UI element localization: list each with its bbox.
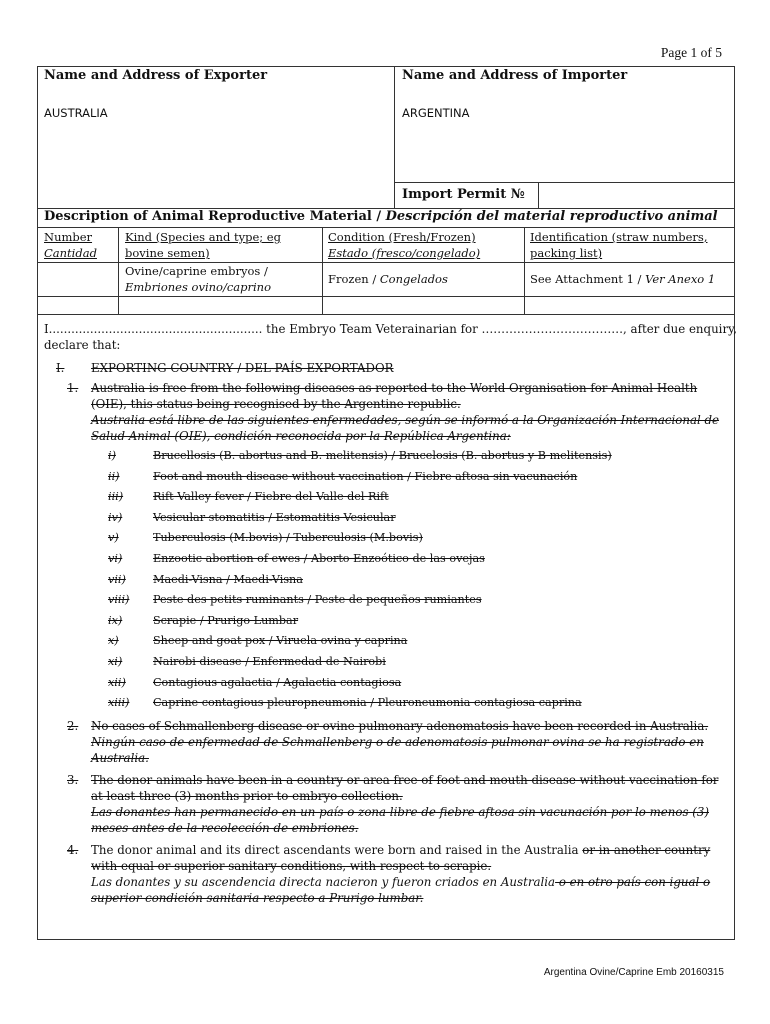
item4-en-line2: with equal or superior sanitary conditions, with respect to scrapie. xyxy=(91,859,492,873)
col-identification-line1: Identification (straw numbers, xyxy=(530,230,708,244)
item3-es-line2: meses antes de la recolección de embriones. xyxy=(91,821,359,835)
divider xyxy=(118,227,119,314)
item2-es-line1: Ningún caso de enfermedad de Schmallenberg o de adenomatosis pulmonar ovina se ha registrado en xyxy=(91,735,704,749)
divider xyxy=(38,227,735,228)
row1-kind-es: Embriones ovino/caprino xyxy=(125,280,271,294)
divider xyxy=(38,296,735,297)
declaration-line2: declare that: xyxy=(44,338,121,352)
item4-number: 4. xyxy=(67,843,79,857)
col-kind-line1: Kind (Species and type; eg xyxy=(125,230,281,244)
footer-reference: Argentina Ovine/Caprine Emb 20160315 xyxy=(543,967,724,978)
divider xyxy=(394,67,395,208)
description-heading: Description of Animal Reproductive Material / Descripción del material reproductivo animal xyxy=(44,209,718,224)
col-condition-es: Estado (fresco/congelado) xyxy=(328,246,481,260)
col-kind-line2: bovine semen) xyxy=(125,246,210,260)
exporter-label: Name and Address of Exporter xyxy=(44,68,268,83)
declaration-line1: I......................................................... the Embryo Team Veterainarian for ………………………………, after due enquiry, xyxy=(44,322,737,336)
item1-es-line2: Salud Animal (OIE), condición reconocida por la República Argentina: xyxy=(91,429,511,443)
item4-es-line1: Las donantes y su ascendencia directa nacieron y fueron criados en Australia o en otro país con igual o xyxy=(91,875,711,889)
divider xyxy=(38,314,735,315)
section-title: EXPORTING COUNTRY / DEL PAÍS EXPORTADOR xyxy=(91,361,394,375)
item4-es-line2: superior condición sanitaria respecto a Prurigo lumbar. xyxy=(91,891,424,905)
item2-number: 2. xyxy=(67,719,79,733)
item1-es-line1: Australia está libre de las siguientes enfermedades, según se informó a la Organización Internacional de xyxy=(91,413,720,427)
divider xyxy=(394,182,735,183)
item3-en-line2: at least three (3) months prior to embryo collection. xyxy=(91,789,403,803)
importer-label: Name and Address of Importer xyxy=(402,68,628,83)
disease-list: i) Brucellosis (B. abortus and B. melitensis) / Brucelosis (B. abortus y B melitensis) ii) Foot and mouth disease without vaccination / Fiebre aftosa sin vacunación iii) Rift Valley fever / Fiebre del Valle del Rift iv) Vesicular stomatitis / Estomatitis Vesicular v) Tuberculosis (M.bovis) / Tuberculosis (M.bovis) vi) Enzootic abortion of ewes / Aborto Enzoótico de las ovejas vii) Maedi-Visna / Maedi-Visna viii) Peste des petits ruminants / Peste de pequeños rumiantes ix) Scrapie / Prurigo Lumbar x) Sheep and goat pox / Viruela ovina y caprina xi) Nairobi disease / Enfermedad de Nairobi xii) Contagious agalactia / Agalactia contagiosa xiii) Caprine contagious pleuropneumonia / Pleuroneumonia contagiosa caprina xyxy=(108,449,612,709)
divider xyxy=(38,262,735,263)
item4-en-line1: The donor animal and its direct ascendants were born and raised in the Australia or in another country xyxy=(91,843,711,857)
col-number-en: Number xyxy=(44,230,93,244)
col-number-es: Cantidad xyxy=(44,246,97,260)
item3-en-line1: The donor animals have been in a country or area free of foot and mouth disease without vaccination for xyxy=(91,773,719,787)
item3-es-line1: Las donantes han permanecido en un país o zona libre de fiebre aftosa sin vacunación por lo menos (3) xyxy=(91,805,709,819)
col-condition-en: Condition (Fresh/Frozen) xyxy=(328,230,476,244)
row1-condition: Frozen / Congelados xyxy=(328,272,448,286)
divider xyxy=(538,182,539,208)
import-permit-label: Import Permit № xyxy=(402,187,525,202)
item3-number: 3. xyxy=(67,773,79,787)
col-identification-line2: packing list) xyxy=(530,246,603,260)
section-roman: I. xyxy=(56,361,65,375)
certificate-frame xyxy=(37,66,735,940)
divider xyxy=(322,227,323,314)
item2-en: No cases of Schmallenberg disease or ovine pulmonary adenomatosis have been recorded in Australia. xyxy=(91,719,709,733)
row1-identification: See Attachment 1 / Ver Anexo 1 xyxy=(530,272,716,286)
item2-es-line2: Australia. xyxy=(91,751,149,765)
item1-en-line1: Australia is free from the following diseases as reported to the World Organisation for Animal Health xyxy=(91,381,698,395)
importer-value: ARGENTINA xyxy=(402,106,470,120)
item1-en-line2: (OIE), this status being recognised by the Argentine republic. xyxy=(91,397,461,411)
divider xyxy=(524,227,525,314)
exporter-value: AUSTRALIA xyxy=(44,106,108,120)
row1-kind: Ovine/caprine embryos / xyxy=(125,264,268,278)
page-number: Page 1 of 5 xyxy=(660,45,722,60)
item1-number: 1. xyxy=(67,381,79,395)
